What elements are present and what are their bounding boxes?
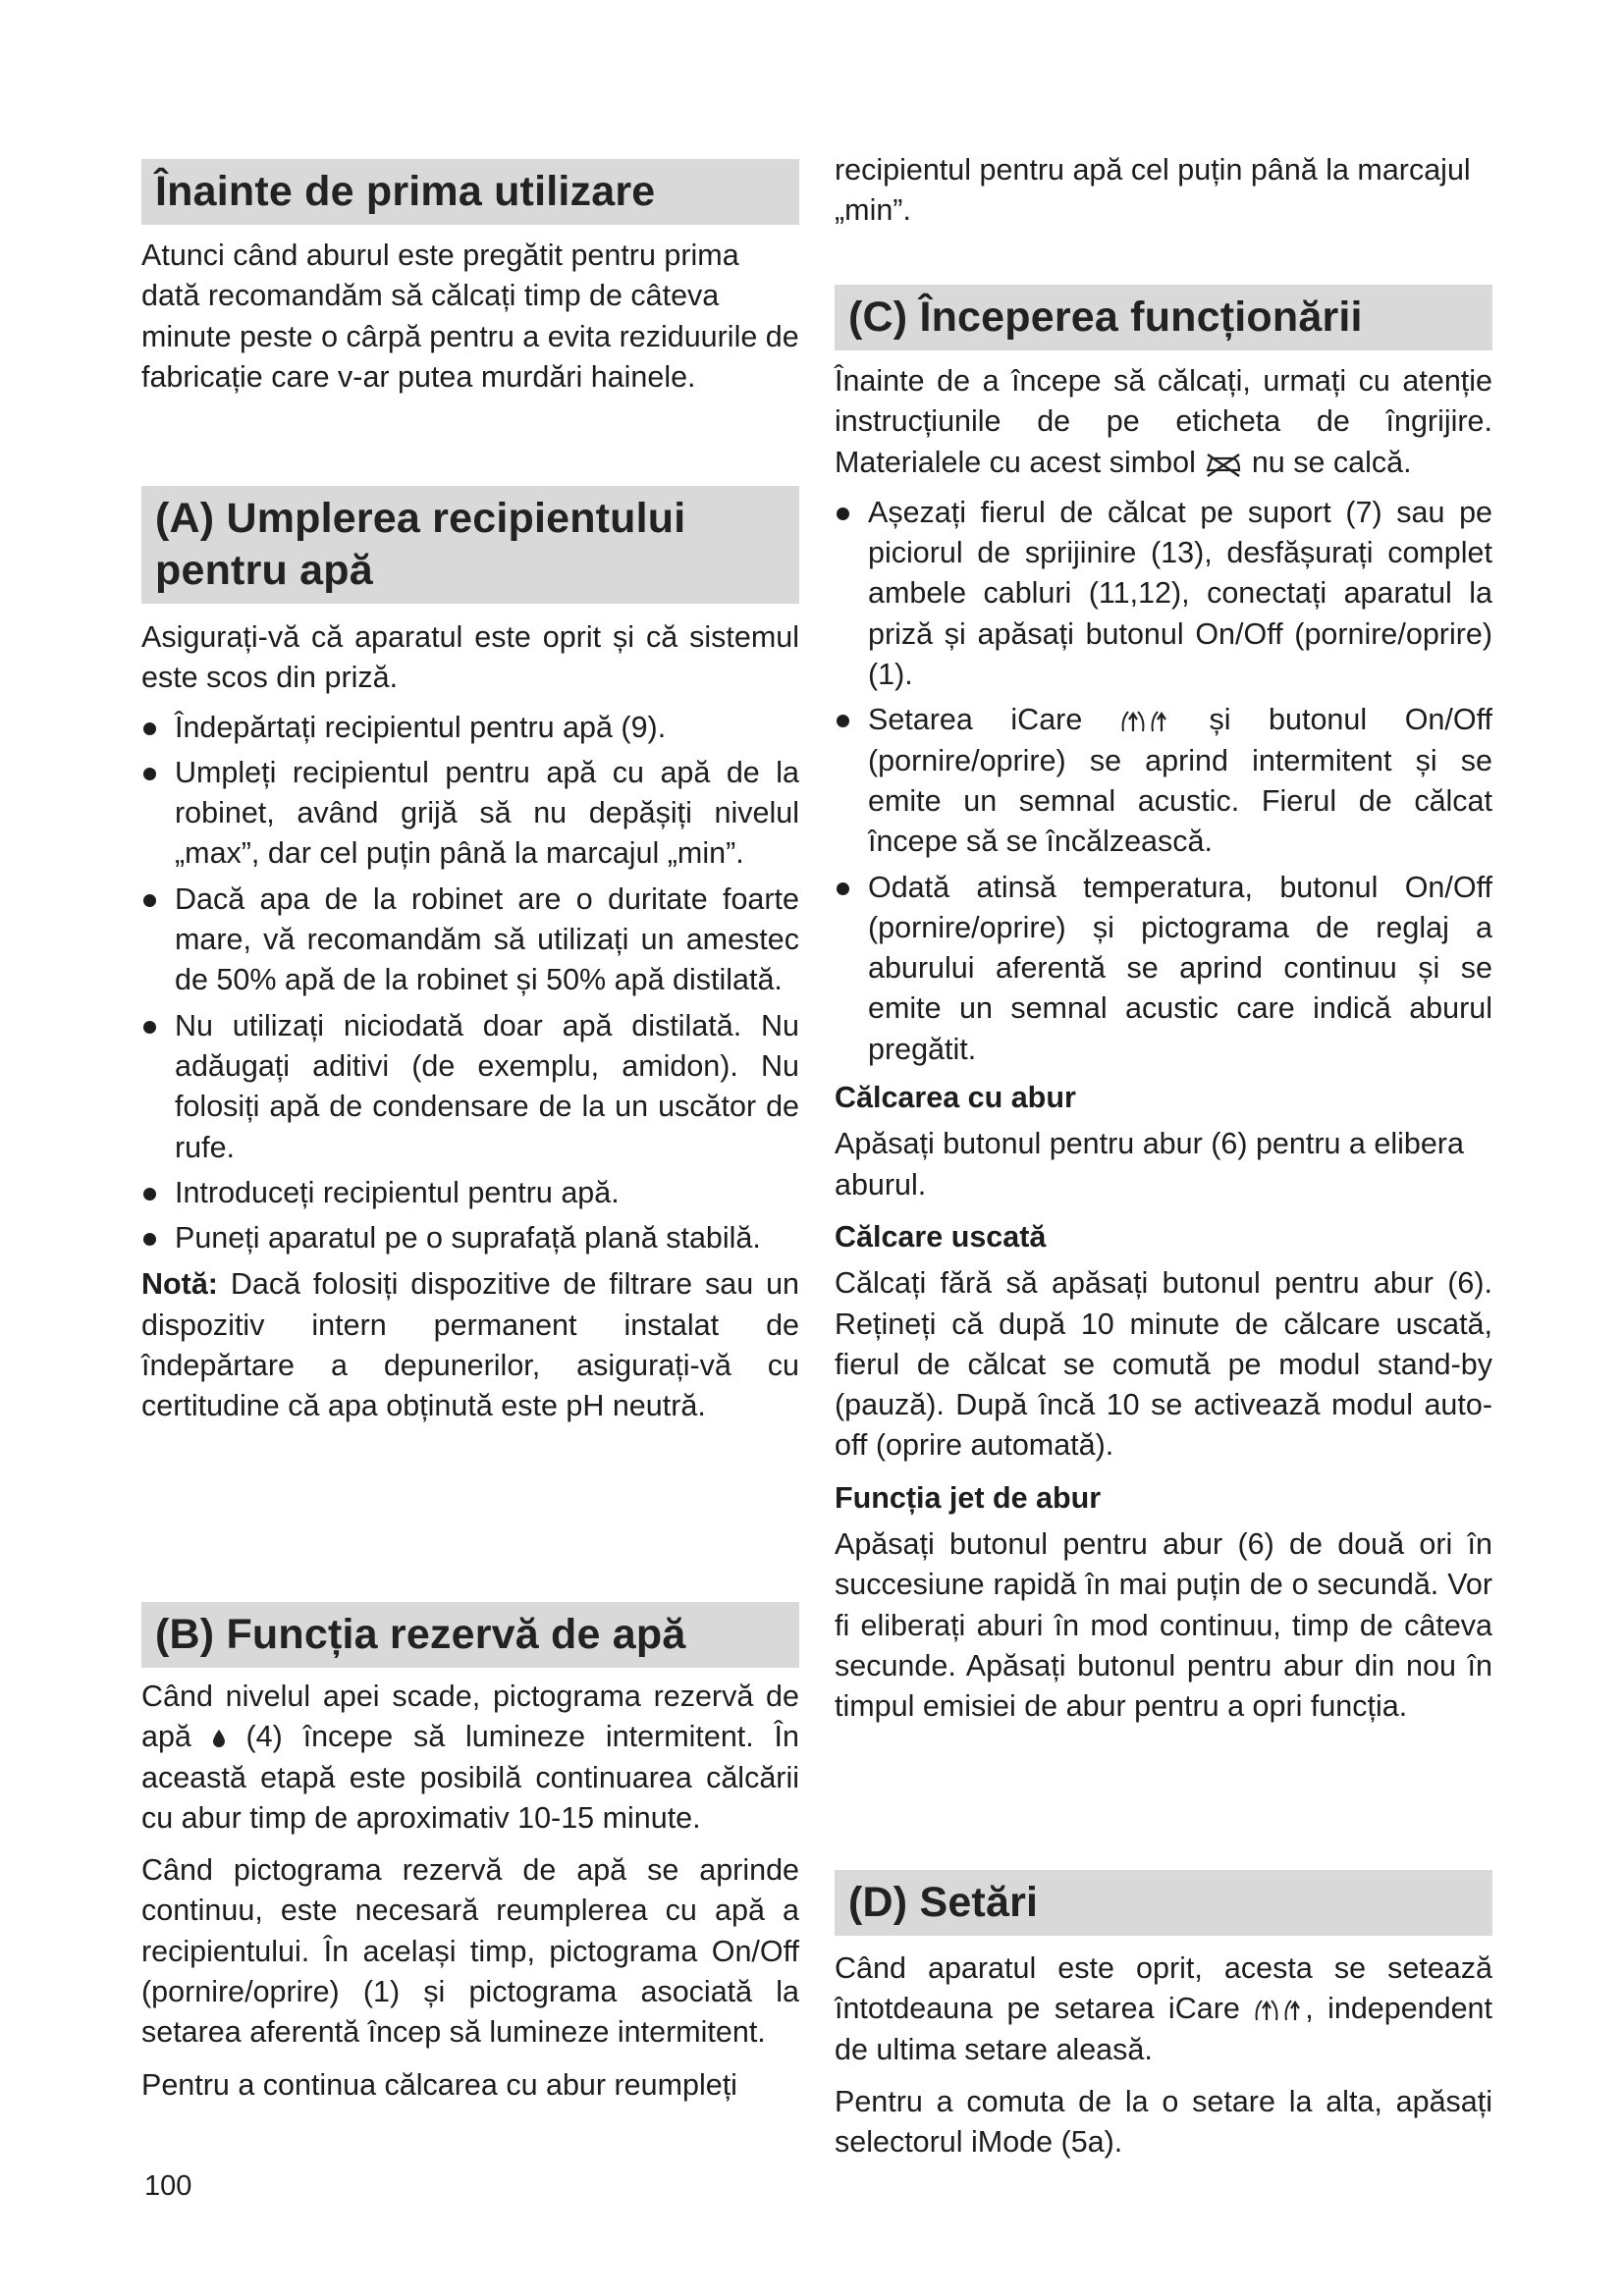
- heading-first-use: Înainte de prima utilizare: [141, 159, 799, 225]
- paragraph: Apăsați butonul pentru abur (6) de două ori în succesiune rapidă în mai puțin de o secundă. Vor fi eliberați aburi în mod continuu, timp de câteva secunde. Apăsați butonul pentru abur din nou în timpul emisiei de abur pentru a opri funcția.: [835, 1527, 1492, 1724]
- heading-start-operation: (C) Începerea funcționării: [835, 285, 1492, 350]
- paragraph: Când nivelul apei scade, pictograma rezervă de apă (4) începe să lumineze intermitent. În această etapă este posibilă continuarea călcării cu abur timp de aproximativ 10-15 minute.: [141, 1680, 799, 1835]
- continued-text: [835, 150, 1492, 232]
- paragraph: Când pictograma rezervă de apă se aprinde continuu, este necesară reumplerea cu apă a recipientului. În același timp, pictograma On/Off (pornire/oprire) (1) și pictograma asociată la setarea aferentă încep să lumineze intermitent.: [141, 1853, 799, 2050]
- paragraph: Atunci când aburul este pregătit pentru prima dată recomandăm să călcați timp de câteva minute peste o cârpă pentru a evita reziduurile de fabricație care v-ar putea murdări hainele.: [141, 239, 799, 394]
- list-item: Îndepărtați recipientul pentru apă (9).: [141, 708, 799, 748]
- paragraph: Când aparatul este oprit, acesta se setează întotdeauna pe setarea iCare , independent de ultima setare aleasă.: [835, 1951, 1492, 2066]
- paragraph: Apăsați butonul pentru abur (6) pentru a elibera aburul.: [835, 1127, 1464, 1201]
- paragraph: Înainte de a începe să călcați, urmați cu atenție instrucțiunile de pe eticheta de îngrijire. Materialele cu acest simbol nu se calcă.: [835, 364, 1492, 479]
- paragraph: Pentru a continua călcarea cu abur reumpleți: [141, 2067, 737, 2102]
- first-use-text: [141, 236, 799, 398]
- list-item: Introduceți recipientul pentru apă.: [141, 1173, 799, 1213]
- bullet-icon: [143, 1233, 156, 1246]
- list-item: Așezați fierul de călcat pe suport (7) sau pe piciorul de sprijinire (13), desfășurați complet ambele cabluri (11,12), conectați aparatul la priză și apăsați butonul On/Off (pornire/oprire) (1).: [835, 493, 1492, 695]
- bullet-icon: [143, 722, 156, 735]
- bullet-icon: [143, 1021, 156, 1034]
- paragraph: recipientul pentru apă cel puțin până la marcajul „min”.: [835, 153, 1471, 228]
- bullet-icon: [837, 507, 849, 520]
- page-number: 100: [144, 2170, 192, 2202]
- paragraph: Călcați fără să apăsați butonul pentru abur (6). Rețineți că după 10 minute de călcare uscată, fierul de călcat se comută pe modul stand-by (pauză). După încă 10 se activează modul auto-off (oprire automată).: [835, 1266, 1492, 1463]
- paragraph: Pentru a comuta de la o setare la alta, apăsați selectorul iMode (5a).: [835, 2084, 1492, 2160]
- heading-line: pentru apă: [155, 547, 373, 594]
- start-operation-section: [835, 361, 1492, 1728]
- list-item: Odată atinsă temperatura, butonul On/Off (pornire/oprire) și pictograma de reglaj a aburului aferentă se aprind continuu și se emite un semnal acustic care indică aburul pregătit.: [835, 868, 1492, 1070]
- water-reserve-section: [141, 1677, 799, 2106]
- settings-section: [835, 1949, 1492, 2163]
- bullet-icon: [837, 715, 849, 727]
- subheading-steam-ironing: Călcarea cu abur: [835, 1081, 1076, 1115]
- heading-settings: (D) Setări: [835, 1870, 1492, 1936]
- bullet-icon: [837, 882, 849, 895]
- list-item: Setarea iCare și butonul On/Off (pornire/oprire) se aprind intermitent și se emite un semnal acustic. Fierul de călcat începe să se încălzească.: [835, 700, 1492, 862]
- subheading-steam-jet: Funcția jet de abur: [835, 1480, 1102, 1515]
- icare-steam-icon: [1120, 708, 1171, 735]
- fill-tank-section: [141, 617, 799, 1427]
- bullet-icon: [143, 1188, 156, 1201]
- list-item: Dacă apa de la robinet are o duritate foarte mare, vă recomandăm să utilizați un amestec de 50% apă de la robinet și 50% apă distilată.: [141, 880, 799, 1001]
- heading-water-reserve: (B) Funcția rezervă de apă: [141, 1602, 799, 1668]
- heading-fill-tank: [141, 486, 799, 604]
- icare-steam-icon: [1254, 1997, 1305, 2024]
- list-item: Puneți aparatul pe o suprafață plană stabilă.: [141, 1218, 799, 1258]
- fill-tank-bullets: [141, 708, 799, 1259]
- note-paragraph: Notă: Dacă folosiți dispozitive de filtrare sau un dispozitiv intern permanent instalat de îndepărtare a depunerilor, asigurați-vă cu certitudine că apa obținută este pH neutră.: [141, 1267, 799, 1423]
- note-label: Notă:: [141, 1267, 218, 1302]
- paragraph: Asigurați-vă că aparatul este oprit și că sistemul este scos din priză.: [141, 620, 799, 695]
- subheading-dry-ironing: Călcare uscată: [835, 1219, 1047, 1254]
- water-drop-icon: [212, 1729, 226, 1748]
- start-operation-bullets: [835, 493, 1492, 1070]
- list-item: Umpleți recipientul pentru apă cu apă de la robinet, având grijă să nu depășiți nivelul „max”, dar cel puțin până la marcajul „min”.: [141, 753, 799, 875]
- list-item: Nu utilizați niciodată doar apă distilată. Nu adăugați aditivi (de exemplu, amidon). Nu folosiți apă de condensare de la un uscător de rufe.: [141, 1006, 799, 1168]
- no-iron-symbol-icon: [1204, 451, 1243, 478]
- bullet-icon: [143, 768, 156, 780]
- heading-line: (A) Umplerea recipientului: [155, 495, 686, 542]
- bullet-icon: [143, 894, 156, 907]
